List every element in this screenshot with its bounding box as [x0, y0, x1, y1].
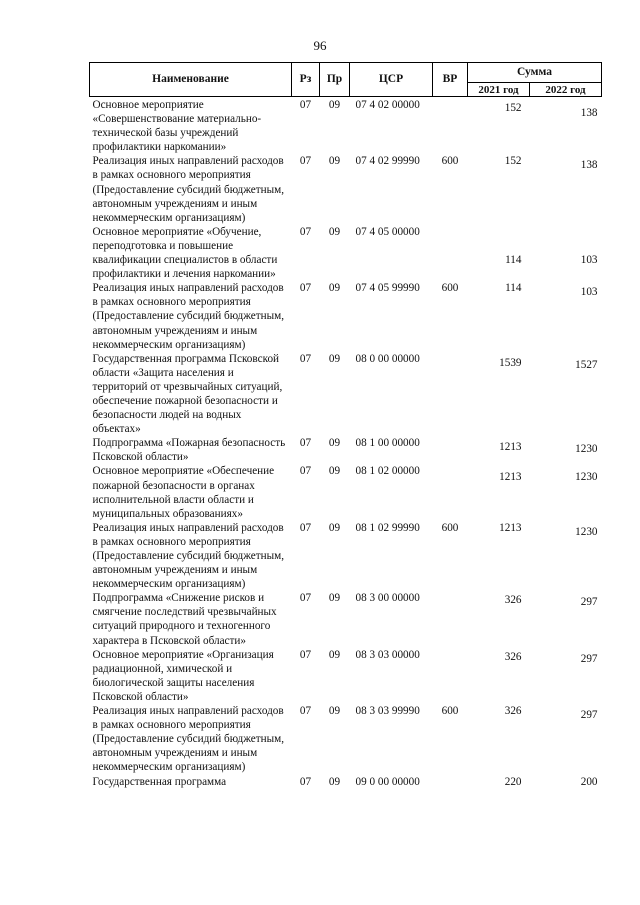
- table-row: [90, 521, 602, 591]
- row-name: Реализация иных направлений расходов в рамках основного мероприятия (Предоставление субсидий бюджетным, автономным учреждениям и иным некоммерческим организациям): [92, 155, 285, 224]
- budget-table-container: [89, 62, 601, 789]
- row-sum-2022: 1230: [575, 525, 598, 538]
- row-name: Государственная программа Псковской области «Защита населения и территорий от чрезвычайных ситуаций, обеспечение пожарной безопасности и безопасности людей на водных объектах»: [92, 352, 283, 436]
- row-sum-2022: 200: [580, 775, 598, 788]
- row-sum-2021: 326: [504, 650, 522, 663]
- header-rz: Рз: [292, 63, 320, 97]
- row-csr: 09 0 00 00000: [355, 775, 420, 788]
- row-sum-2021: 1213: [499, 471, 522, 484]
- row-pr: 09: [328, 648, 341, 661]
- row-pr: 09: [328, 465, 341, 478]
- header-name: Наименование: [90, 63, 292, 97]
- row-vr: [433, 464, 468, 520]
- table-row: [90, 225, 602, 281]
- row-pr: 09: [328, 592, 341, 605]
- row-pr: 09: [328, 521, 341, 534]
- row-sum-2021: 326: [504, 705, 522, 718]
- header-pr: Пр: [320, 63, 350, 97]
- row-name: Подпрограмма «Пожарная безопасность Псковской области»: [92, 437, 286, 464]
- row-csr: 08 1 02 99990: [355, 521, 420, 534]
- row-pr: 09: [328, 437, 341, 450]
- row-vr: [433, 648, 468, 704]
- row-rz: 07: [299, 705, 312, 718]
- header-year-2022: 2022 год: [530, 83, 602, 97]
- header-year-2021: 2021 год: [468, 83, 530, 97]
- row-rz: 07: [299, 282, 312, 295]
- row-sum-2022: 297: [580, 709, 598, 722]
- row-rz: 07: [299, 99, 312, 111]
- row-rz: 07: [299, 648, 312, 661]
- table-body: [90, 97, 602, 789]
- page-number: 96: [313, 38, 327, 53]
- row-vr: [433, 436, 468, 464]
- row-pr: 09: [328, 705, 341, 718]
- row-csr: 08 3 03 99990: [355, 705, 420, 718]
- row-pr: 09: [328, 225, 341, 238]
- table-row: [90, 464, 602, 520]
- row-sum-2022: 103: [580, 253, 598, 266]
- row-pr: 09: [328, 99, 341, 111]
- row-sum-2022: 103: [580, 286, 598, 299]
- row-sum-2021: 152: [504, 155, 522, 168]
- row-vr: [433, 775, 468, 789]
- row-rz: 07: [299, 155, 312, 168]
- row-rz: 07: [299, 465, 312, 478]
- row-vr: [433, 591, 468, 647]
- row-pr: 09: [328, 282, 341, 295]
- row-sum-2022: 138: [580, 107, 598, 119]
- row-csr: 07 4 02 00000: [355, 99, 420, 111]
- row-vr: [433, 352, 468, 437]
- row-sum-2022: 138: [580, 159, 598, 172]
- row-vr: [433, 97, 468, 155]
- table-row: [90, 704, 602, 774]
- row-rz: 07: [299, 521, 312, 534]
- row-sum-2022: 1230: [575, 471, 598, 484]
- row-csr: 08 1 00 00000: [355, 437, 420, 450]
- row-vr: 600: [441, 155, 459, 168]
- table-row: [90, 97, 602, 155]
- row-sum-2021: 326: [504, 594, 522, 607]
- row-name: Реализация иных направлений расходов в рамках основного мероприятия (Предоставление субсидий бюджетным, автономным учреждениям и иным некоммерческим организациям): [92, 282, 285, 351]
- row-rz: 07: [299, 437, 312, 450]
- row-sum-2022: 1527: [575, 358, 598, 371]
- row-pr: 09: [328, 155, 341, 168]
- row-vr: 600: [441, 705, 459, 718]
- row-sum-2022: 1230: [575, 443, 598, 456]
- row-name: Основное мероприятие «Обучение, переподготовка и повышение квалификации специалистов в области профилактики и лечения наркомании»: [92, 225, 278, 281]
- row-rz: 07: [299, 225, 312, 238]
- row-sum-2021: 1213: [499, 521, 522, 534]
- budget-table: [89, 62, 602, 789]
- table-header: [90, 63, 602, 97]
- row-csr: 07 4 05 99990: [355, 282, 420, 295]
- row-csr: 07 4 05 00000: [355, 225, 420, 238]
- table-row: [90, 352, 602, 437]
- row-csr: 08 3 03 00000: [355, 648, 420, 661]
- table-row: [90, 648, 602, 704]
- row-vr: 600: [441, 521, 459, 534]
- row-csr: 08 1 02 00000: [355, 465, 420, 478]
- row-sum-2022: 297: [580, 652, 598, 665]
- row-pr: 09: [328, 775, 341, 788]
- row-name: Реализация иных направлений расходов в рамках основного мероприятия (Предоставление субсидий бюджетным, автономным учреждениям и иным некоммерческим организациям): [92, 705, 285, 774]
- header-vr: ВР: [433, 63, 468, 97]
- table-row: [90, 775, 602, 789]
- table-row: [90, 436, 602, 464]
- row-sum-2022: 297: [580, 596, 598, 609]
- table-row: [90, 591, 602, 647]
- row-name: Основное мероприятие «Организация радиационной, химической и биологической защиты населения Псковской области»: [92, 648, 274, 703]
- row-name: Основное мероприятие «Совершенствование материально-технической базы учреждений профилактики наркомании»: [92, 99, 262, 154]
- row-rz: 07: [299, 775, 312, 788]
- header-sum: Сумма: [468, 63, 602, 83]
- row-sum-2021: 220: [504, 775, 522, 788]
- row-sum-2021: 1539: [499, 356, 522, 369]
- table-row: [90, 281, 602, 351]
- row-rz: 07: [299, 352, 312, 365]
- row-name: Основное мероприятие «Обеспечение пожарной безопасности в органах исполнительной власти области и муниципальных образованиях»: [92, 465, 275, 520]
- row-csr: 07 4 02 99990: [355, 155, 420, 168]
- row-rz: 07: [299, 592, 312, 605]
- header-csr: ЦСР: [350, 63, 433, 97]
- row-vr: [433, 225, 468, 281]
- row-sum-2021: 114: [505, 253, 522, 266]
- row-sum-2021: 114: [505, 282, 522, 295]
- row-csr: 08 3 00 00000: [355, 592, 420, 605]
- row-sum-2021: 1213: [499, 441, 522, 454]
- row-vr: 600: [441, 282, 459, 295]
- table-row: [90, 154, 602, 224]
- row-name: Государственная программа: [92, 775, 227, 788]
- row-pr: 09: [328, 352, 341, 365]
- row-csr: 08 0 00 00000: [355, 352, 420, 365]
- row-name: Подпрограмма «Снижение рисков и смягчение последствий чрезвычайных ситуаций природного и техногенного характера в Псковской области»: [92, 592, 277, 647]
- row-name: Реализация иных направлений расходов в рамках основного мероприятия (Предоставление субсидий бюджетным, автономным учреждениям и иным некоммерческим организациям): [92, 521, 285, 591]
- row-sum-2021: 152: [504, 102, 522, 114]
